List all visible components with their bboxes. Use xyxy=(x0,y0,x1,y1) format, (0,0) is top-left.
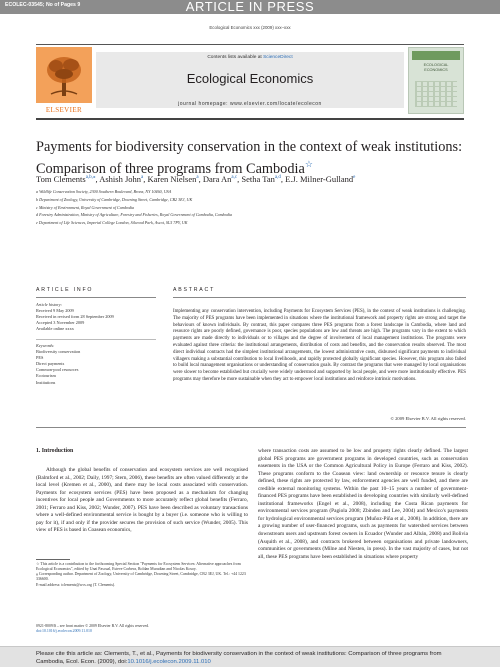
accepted-date: Accepted 3 November 2009 xyxy=(36,320,85,326)
article-history xyxy=(36,302,156,332)
footnote-star: ☆ This article is a contribution to the forthcoming Special Section "Payments for Ecosystem Services: Alternative approaches from Ecological Economics", edited by Unai Pascual, Esteve Corbera, Roldan Muradian and Nicolas Kosoy. xyxy=(36,561,241,571)
citation-box xyxy=(0,646,500,667)
abstract-text: Implementing any conservation intervention, including Payments for Ecosystem Services (PES), in the context of weak institutions is challenging. The majority of PES programs have been implemented in situations where the institutional framework and property rights are strong and target the behaviours of known individuals. By contrast, this paper compares three PES programs from a forest landscape in Cambodia, where land and resource rights are poorly defined, governance is poor, species populations are low and threats are high. The programs vary in the extent to which payments are made directly to individuals or to villages and the degree of involvement of local management institutions. The programs were evaluated against three criteria: the institutional arrangements, distribution of costs and benefits, and the conservation results observed. The most direct individual contracts had the simplest institutional arrangements, the lowest administrative costs, disbursed significant payments to individual villagers making a substantial contribution to local livelihoods, and rapidly protected globally significant species. However, this program also failed to build local management organisations or understanding of conservation goals. By contrast the programs that were managed by local organisations were slower to become established but crucially were widely understood and supported by local people, and were more institutionally effective. PES programs may therefore be more sustainable when they act to empower local institutions and reinforce intrinsic motivations. xyxy=(173,309,466,382)
keywords-label: Keywords: xyxy=(36,343,55,348)
info-divider xyxy=(36,339,156,340)
keyword: PES xyxy=(36,355,44,361)
body-left-column xyxy=(36,448,248,535)
article-in-press-banner xyxy=(0,0,500,14)
author: Tom Clements$^{a,b,⁎}$, xyxy=(36,174,100,184)
online-date: Available online xxxx xyxy=(36,326,74,332)
keyword: Ecotourism xyxy=(36,373,56,379)
keyword: Common-pool resources xyxy=(36,367,79,373)
citation-text: Please cite this article as: Clements, T., et al., Payments for biodiversity conservation in the context of weak institutions: Comparison of three programs from Cambodia, Ecol. Econ. (2009), doi: xyxy=(36,651,442,665)
cover-header-band xyxy=(412,51,460,60)
article-info-heading: ARTICLE INFO xyxy=(36,287,94,293)
journal-reference: Ecological Economics xxx (2009) xxx–xxx xyxy=(209,25,291,30)
article-code: ECOLEC-03545; No of Pages 9 xyxy=(5,2,81,8)
cover-pattern xyxy=(415,81,457,107)
history-label: Article history: xyxy=(36,302,63,307)
author-affil-mark[interactable]: a,d xyxy=(274,175,281,181)
citation-doi-link[interactable]: 10.1016/j.ecolecon.2009.11.010 xyxy=(127,659,211,665)
section-heading-introduction: 1. Introduction xyxy=(36,448,74,454)
author-affil-mark[interactable]: a,b,⁎ xyxy=(85,175,96,181)
article-in-press-label: ARTICLE IN PRESS xyxy=(185,0,315,14)
publisher-name: ELSEVIER xyxy=(45,106,83,114)
author-affil-mark[interactable]: a,c xyxy=(231,175,238,181)
elsevier-tree-icon xyxy=(41,52,87,98)
received-date: Received 9 May 2009 xyxy=(36,308,74,314)
footnote-corresponding: ⁎ Corresponding author. Department of Zoology, University of Cambridge, Downing Street, Cambridge, CB2 3EJ, UK. Tel.: +44 1223 336600. xyxy=(36,572,246,582)
keyword: Institutions xyxy=(36,379,56,385)
keyword: Biodiversity conservation xyxy=(36,349,81,355)
affiliation: e Department of Life Sciences, Imperial College London, Silwood Park, Ascot, SL5 7PY, UK xyxy=(36,220,188,226)
sciencedirect-link[interactable]: ScienceDirect xyxy=(263,55,293,60)
title-note-mark[interactable]: ☆ xyxy=(304,158,313,169)
elsevier-logo[interactable] xyxy=(36,47,92,103)
author: Ashish John$^a$, xyxy=(99,174,148,184)
journal-name: Ecological Economics xyxy=(186,71,314,86)
author-list xyxy=(36,174,466,184)
introduction-paragraph-right: where transaction costs are assumed to be low and property rights clearly defined. The largest global PES programs are government programs in developed countries, such as conservation easements in the USA or the Common Agricultural Policy in Europe (Ferraro and Kiss, 2002). These programs conform to the Coasean view: land ownership or resource tenure is clearly defined, these rights are protected by law, enforcement agencies are well funded, and there are credible external monitoring systems. Within the past 10–15 years a number of government-financed PES programs have been established in developing countries with similarly well-defined institutional frameworks (Engel et al., 2008), including the Costa Rican payments for environmental services program (Pagiola 2008; Zbinden and Lee, 2004) and Mexico's payments for hydrological environmental services program (Muñoz-Piña et al., 2008). In addition, there are a growing number of user-financed programs, such as payments for watershed services between downstream users and upstream forest owners in Ecuador (Wunder and Albán, 2008) and Bolivia (Asquith et al., 2008), and contracts brokered between organisations and private landowners, communities or governments (Milne and Niesten, in press). In the vast majority of cases, but not all, these PES programs have been established in situations where property xyxy=(258,448,468,560)
article-title xyxy=(36,139,466,177)
author: E.J. Milner-Gulland$^e$ xyxy=(285,174,356,184)
masthead-bottom-rule xyxy=(36,118,464,120)
abstract-copyright: © 2009 Elsevier B.V. All rights reserved. xyxy=(390,416,466,421)
masthead-banner xyxy=(96,52,404,108)
keyword: Direct payments xyxy=(36,361,65,367)
abstract-bottom-rule xyxy=(36,427,466,428)
title-line-1: Payments for biodiversity conservation in the context of weak institutions: xyxy=(36,139,463,155)
author: Dara An$^{a,c}$, xyxy=(202,174,242,184)
contents-prefix: Contents lists available at xyxy=(207,55,264,60)
masthead-top-rule xyxy=(36,44,464,45)
contents-line xyxy=(96,55,404,60)
footnote-rule xyxy=(36,559,70,560)
keywords-block xyxy=(36,343,156,386)
journal-homepage[interactable]: journal homepage: www.elsevier.com/locate/ecolecon xyxy=(178,101,322,107)
affiliation: c Ministry of Environment, Royal Government of Cambodia xyxy=(36,204,135,210)
doi-link[interactable]: doi:10.1016/j.ecolecon.2009.11.010 xyxy=(36,629,92,634)
author-affil-mark[interactable]: e xyxy=(353,175,356,181)
author-affil-mark[interactable]: a xyxy=(196,175,199,181)
body-right-column xyxy=(258,448,468,561)
affiliation: a Wildlife Conservation Society, 2300 Southern Boulevard, Bronx, NY 10460, USA xyxy=(36,189,172,194)
affiliation: b Department of Zoology, University of Cambridge, Downing Street, Cambridge, CB2 3EJ, UK xyxy=(36,196,193,202)
footnote-email[interactable]: E-mail address: tclements@wcs.org (T. Clements). xyxy=(36,582,116,587)
article-info-rule xyxy=(36,297,156,298)
author-affil-mark[interactable]: a xyxy=(141,175,144,181)
issn-block xyxy=(36,624,286,635)
abstract-rule xyxy=(173,297,466,298)
revised-date: Received in revised form 28 September 2009 xyxy=(36,314,114,320)
affiliation: d Forestry Administration, Ministry of Agriculture, Forestry and Fisheries, Royal Government of Cambodia, Cambodia xyxy=(36,212,232,218)
footnotes xyxy=(36,559,248,588)
author: Setha Tan$^{a,d}$, xyxy=(241,174,286,184)
affiliations xyxy=(36,188,466,227)
journal-cover-thumbnail xyxy=(408,47,464,114)
author: Karen Nielsen$^a$, xyxy=(147,174,203,184)
cover-title: ECOLOGICAL ECONOMICS xyxy=(423,63,449,72)
front-matter-line: 0921-8009/$ – see front matter © 2009 Elsevier B.V. All rights reserved. xyxy=(36,624,150,628)
introduction-paragraph-left: Although the global benefits of conservation and ecosystem services are well recognised (Balmford et al., 2002; Daily, 1997; Stern, 2006), these benefits are often valued differently at the local level (Kremen et al., 2000), and there may be local costs associated with conservation. Payments for ecosystem services (PES) have been proposed as a mechanism for changing incentives for local people and Governments to more accurately reflect global benefits (Ferraro, 2001; Ferraro and Kiss, 2002; Wunder, 2007). PES have been described as voluntary transactions where a well-defined environmental service is bought by a buyer (i.e. someone who is willing to pay for it), if and only if the provider secures the provision of such service (Wunder, 2005). This view of PES is based in Coasean economics, xyxy=(36,467,248,534)
abstract-heading: ABSTRACT xyxy=(173,287,216,293)
title-line-2-text: Comparison of three programs from Cambodia xyxy=(36,160,305,177)
